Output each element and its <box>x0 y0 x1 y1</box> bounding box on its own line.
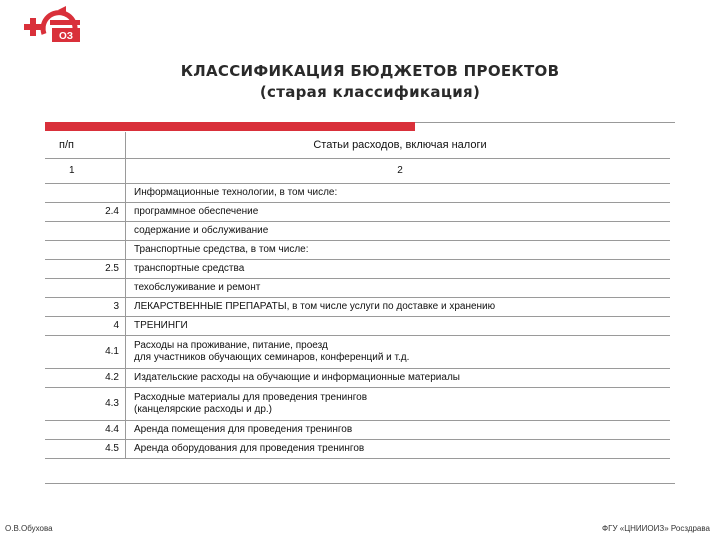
header-accent-bar <box>45 122 415 131</box>
logo-text: ОЗ <box>58 31 74 42</box>
logo <box>22 4 86 48</box>
row-text: ЛЕКАРСТВЕННЫЕ ПРЕПАРАТЫ, в том числе услуги по доставке и хранению <box>126 298 671 317</box>
table-row <box>45 440 670 459</box>
row-number: 4.2 <box>45 369 126 388</box>
row-text: программное обеспечение <box>126 203 671 222</box>
org-logo-icon <box>22 4 86 48</box>
row-number: 4.3 <box>45 388 126 421</box>
table-row <box>45 388 670 421</box>
row-number: 2.4 <box>45 203 126 222</box>
row-text: Транспортные средства, в том числе: <box>126 241 671 260</box>
header-text: Статьи расходов, включая налоги <box>126 132 671 159</box>
row-number: 4.5 <box>45 440 126 459</box>
row-number: 4.4 <box>45 421 126 440</box>
page-title: КЛАССИФИКАЦИЯ БЮДЖЕТОВ ПРОЕКТОВ <box>180 62 560 80</box>
table-row <box>45 369 670 388</box>
row-number: 3 <box>45 298 126 317</box>
row-text: Издательские расходы на обучающие и информационные материалы <box>126 369 671 388</box>
row-text: Аренда оборудования для проведения тренингов <box>126 440 671 459</box>
header-num: п/п <box>45 132 126 159</box>
row-number: 4.1 <box>45 336 126 369</box>
header-bar <box>45 122 675 132</box>
row-number <box>45 241 126 260</box>
row-number: 4 <box>45 317 126 336</box>
row-text: ТРЕНИНГИ <box>126 317 671 336</box>
row-number <box>45 222 126 241</box>
row-text: Информационные технологии, в том числе: <box>126 184 671 203</box>
table-row <box>45 279 670 298</box>
table-row <box>45 222 670 241</box>
budget-table <box>45 132 670 459</box>
table-row <box>45 298 670 317</box>
index-text: 2 <box>126 159 671 184</box>
table-row <box>45 203 670 222</box>
index-num: 1 <box>45 159 126 184</box>
row-number: 2.5 <box>45 260 126 279</box>
table-index-row <box>45 159 670 184</box>
row-text: содержание и обслуживание <box>126 222 671 241</box>
table-row <box>45 336 670 369</box>
page-subtitle: (старая классификация) <box>259 83 481 101</box>
footer-author: О.В.Обухова <box>5 524 53 533</box>
row-number <box>45 279 126 298</box>
row-number <box>45 184 126 203</box>
table-header-row <box>45 132 670 159</box>
row-text: Аренда помещения для проведения тренингов <box>126 421 671 440</box>
table-row <box>45 317 670 336</box>
table-row <box>45 421 670 440</box>
row-text: Расходные материалы для проведения тренингов (канцелярские расходы и др.) <box>126 388 671 421</box>
table-row <box>45 241 670 260</box>
footer-org: ФГУ «ЦНИИОИЗ» Росздрава <box>602 524 710 533</box>
bottom-divider <box>45 483 675 484</box>
row-text: Расходы на проживание, питание, проезд для участников обучающих семинаров, конференций и т.д. <box>126 336 671 369</box>
table-row <box>45 260 670 279</box>
row-text: транспортные средства <box>126 260 671 279</box>
table-row <box>45 184 670 203</box>
row-text: техобслуживание и ремонт <box>126 279 671 298</box>
